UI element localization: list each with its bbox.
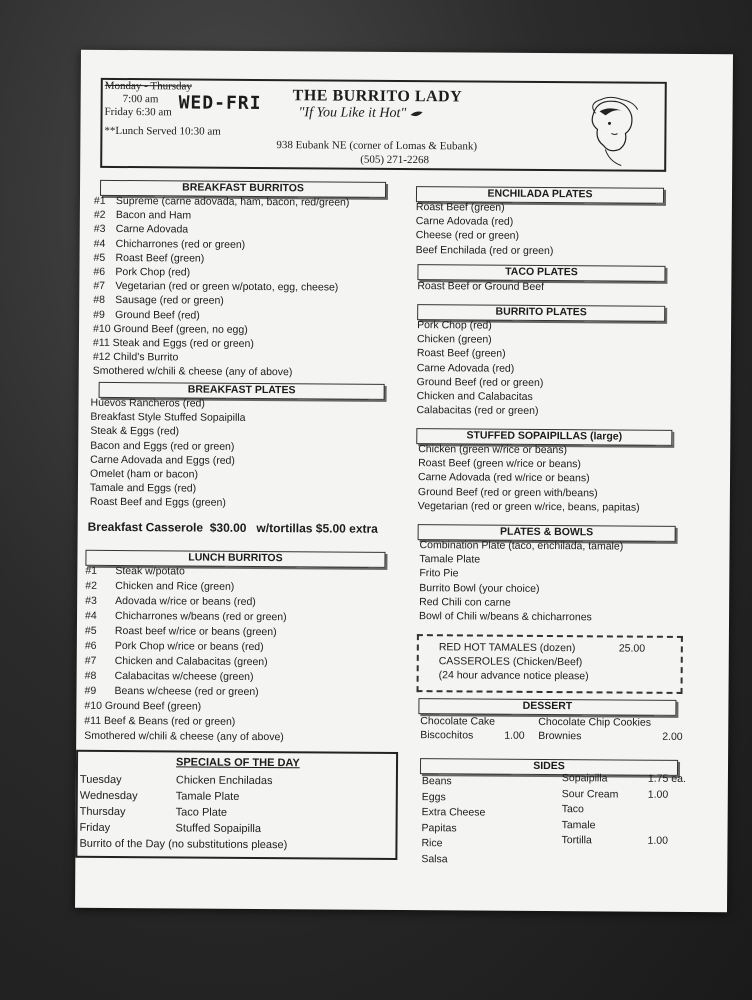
sides-heading: SIDES	[420, 758, 678, 776]
list-item: #10 Ground Beef (green, no egg)	[93, 322, 248, 336]
list-item: Carne Adovada (red)	[416, 361, 515, 375]
slogan	[299, 105, 424, 122]
burrito-lady-logo-icon	[575, 93, 656, 170]
list-item: Extra Cheese	[421, 806, 486, 819]
list-item: Thursday Taco Plate	[79, 805, 228, 819]
list-item: Ground Beef (red or green with/beans)	[417, 485, 598, 499]
list-item: Omelet (ham or bacon)	[90, 467, 199, 481]
list-item: #3 Carne Adovada	[93, 223, 189, 236]
list-item: #11 Steak and Eggs (red or green)	[92, 336, 254, 350]
list-item: #6 Pork Chop w/rice or beans (red)	[84, 639, 264, 654]
list-item: Breakfast Style Stuffed Sopaipilla	[90, 411, 246, 425]
hours-struck: Monday - Thursday	[104, 79, 192, 93]
list-item: Roast Beef (green)	[415, 201, 505, 214]
list-item: #8 Calabacitas w/cheese (green)	[84, 669, 254, 683]
breakfast-burritos-heading: BREAKFAST BURRITOS	[100, 180, 386, 198]
list-item: Bacon and Eggs (red or green)	[90, 439, 235, 453]
list-item: #7 Chicken and Calabacitas (green)	[84, 654, 268, 669]
list-item: #4 Chicharrones (red or green)	[93, 237, 246, 251]
list-item: Roast Beef (green w/rice or beans)	[418, 457, 581, 471]
list-item: Roast Beef or Ground Beef	[417, 280, 545, 293]
enchilada-plates-heading: ENCHILADA PLATES	[416, 186, 664, 204]
list-item: #2 Chicken and Rice (green)	[85, 579, 235, 593]
list-footer: Smothered w/chili & cheese (any of above)	[84, 729, 284, 744]
address: 938 Eubank NE (corner of Lomas & Eubank)	[276, 139, 478, 153]
list-item: Bowl of Chili w/beans & chicharrones	[419, 610, 592, 624]
hours-line2: Friday 6:30 am	[104, 105, 172, 119]
casserole-extra: w/tortillas $5.00 extra	[256, 520, 378, 536]
list-item: Sopaipilla 1.75 ea.	[561, 772, 686, 785]
list-item: CASSEROLES (Chicken/Beef)	[438, 655, 583, 669]
list-item: #11 Beef & Beans (red or green)	[84, 714, 236, 728]
list-footer: Burrito of the Day (no substitutions please)	[79, 837, 288, 852]
tamales-list	[439, 640, 646, 684]
plates-bowls-list	[419, 538, 623, 625]
list-item: Tortilla 1.00	[561, 834, 668, 847]
list-item: Vegetarian (red or green w/rice, beans, papitas)	[417, 499, 640, 514]
breakfast-plates-list	[90, 396, 246, 511]
enchilada-plates-list	[416, 200, 554, 258]
list-item: #5 Roast beef w/rice or beans (green)	[84, 624, 277, 639]
sides-left-list	[421, 774, 485, 867]
list-item: #12 Child's Burrito	[92, 351, 179, 364]
list-item: Pork Chop (red)	[417, 319, 492, 332]
list-item: Beans	[421, 775, 452, 788]
list-item: Frito Pie	[419, 567, 459, 580]
taco-plates-heading: TACO PLATES	[417, 264, 665, 282]
phone-number: (505) 271-2268	[360, 153, 430, 167]
list-item: #6 Pork Chop (red)	[93, 265, 191, 279]
list-item: Roast Beef and Eggs (green)	[89, 496, 226, 510]
stuffed-sopaipillas-heading: STUFFED SOPAIPILLAS (large)	[416, 428, 672, 446]
hours-line1: 7:00 am	[122, 93, 159, 106]
list-item: Beef Enchilada (red or green)	[415, 243, 554, 257]
list-item: Sour Cream 1.00	[561, 787, 669, 801]
list-item: #8 Sausage (red or green)	[93, 294, 224, 308]
list-item: Biscochitos 1.00 Brownies 2.00	[420, 729, 683, 744]
list-item: Taco	[561, 803, 584, 816]
list-item: Cheese (red or green)	[415, 229, 520, 243]
list-item: Rice	[421, 837, 443, 850]
list-item: #1 Supreme (carne adovada, ham, bacon, red/green)	[93, 194, 350, 209]
list-item: Chicken (green)	[416, 333, 492, 346]
list-item: Combination Plate (taco, enchilada, tamale)	[419, 539, 624, 553]
list-item: Burrito Bowl (your choice)	[419, 581, 540, 595]
list-item: Chicken and Calabacitas	[416, 390, 533, 403]
list-item: (24 hour advance notice please)	[438, 669, 589, 683]
breakfast-burritos-list	[93, 194, 350, 380]
list-item: Chocolate Cake Chocolate Chip Cookies	[420, 715, 652, 729]
stuffed-sopaipillas-list	[418, 442, 640, 515]
lunch-hours: **Lunch Served 10:30 am	[104, 124, 221, 138]
list-footer: Smothered w/chili & cheese (any of above)	[92, 365, 293, 379]
list-item: Carne Adovada (red)	[415, 215, 514, 228]
handwritten-days: WED-FRI	[178, 92, 262, 114]
breakfast-casserole	[88, 520, 378, 536]
burrito-plates-heading: BURRITO PLATES	[417, 304, 665, 322]
list-item: #7 Vegetarian (red or green w/potato, egg, cheese)	[93, 280, 339, 294]
sides-right-list	[561, 771, 685, 849]
lunch-burritos-list	[84, 564, 287, 745]
list-item: Tuesday Chicken Enchiladas	[79, 773, 273, 788]
specials-heading: SPECIALS OF THE DAY	[175, 756, 300, 770]
list-item: RED HOT TAMALES (dozen) 25.00	[438, 641, 646, 655]
list-item: Tamale and Eggs (red)	[89, 482, 197, 495]
list-item: #1 Steak w/potato	[85, 564, 185, 578]
casserole-price: $30.00	[209, 520, 247, 535]
list-item: Tamale Plate	[419, 553, 481, 566]
list-item: #3 Adovada w/rice or beans (red)	[85, 594, 256, 608]
specials-list	[79, 772, 287, 853]
casserole-label: Breakfast Casserole	[87, 519, 204, 535]
plates-bowls-heading: PLATES & BOWLS	[418, 524, 676, 542]
list-item: #4 Chicharrones w/beans (red or green)	[85, 609, 287, 624]
list-item: Roast Beef (green)	[416, 347, 506, 361]
chili-pepper-icon	[410, 109, 424, 119]
lunch-burritos-heading: LUNCH BURRITOS	[85, 550, 385, 568]
dessert-heading: DESSERT	[418, 698, 676, 716]
menu-paper	[75, 50, 733, 913]
list-item: #9 Beans w/cheese (red or green)	[84, 684, 259, 698]
list-item: Chicken (green w/rice or beans)	[418, 443, 568, 457]
list-item: Carne Adovada and Eggs (red)	[90, 453, 235, 467]
list-item: #10 Ground Beef (green)	[84, 699, 202, 713]
list-item: Huevos Rancheros (red)	[90, 396, 205, 410]
breakfast-plates-heading: BREAKFAST PLATES	[99, 382, 385, 400]
taco-plates-list	[417, 279, 544, 294]
list-item: Calabacitas (red or green)	[416, 404, 539, 418]
list-item: Papitas	[421, 821, 457, 834]
list-item: Tamale	[561, 818, 596, 831]
list-item: #2 Bacon and Ham	[93, 209, 192, 222]
list-item: Carne Adovada (red w/rice or beans)	[417, 471, 590, 485]
list-item: Eggs	[421, 790, 446, 803]
restaurant-title: THE BURRITO LADY	[292, 87, 463, 106]
list-item: Salsa	[421, 852, 448, 865]
dessert-list	[420, 714, 683, 744]
list-item: Wednesday Tamale Plate	[79, 789, 240, 803]
list-item: Red Chili con carne	[419, 595, 511, 609]
slogan-text: "If You Like it Hot"	[298, 105, 407, 122]
list-item: #9 Ground Beef (red)	[93, 308, 200, 322]
list-item: Ground Beef (red or green)	[416, 375, 544, 389]
list-item: Steak & Eggs (red)	[90, 425, 180, 438]
burrito-plates-list	[416, 318, 543, 418]
list-item: Friday Stuffed Sopaipilla	[79, 821, 262, 836]
list-item: #5 Roast Beef (green)	[93, 251, 205, 265]
